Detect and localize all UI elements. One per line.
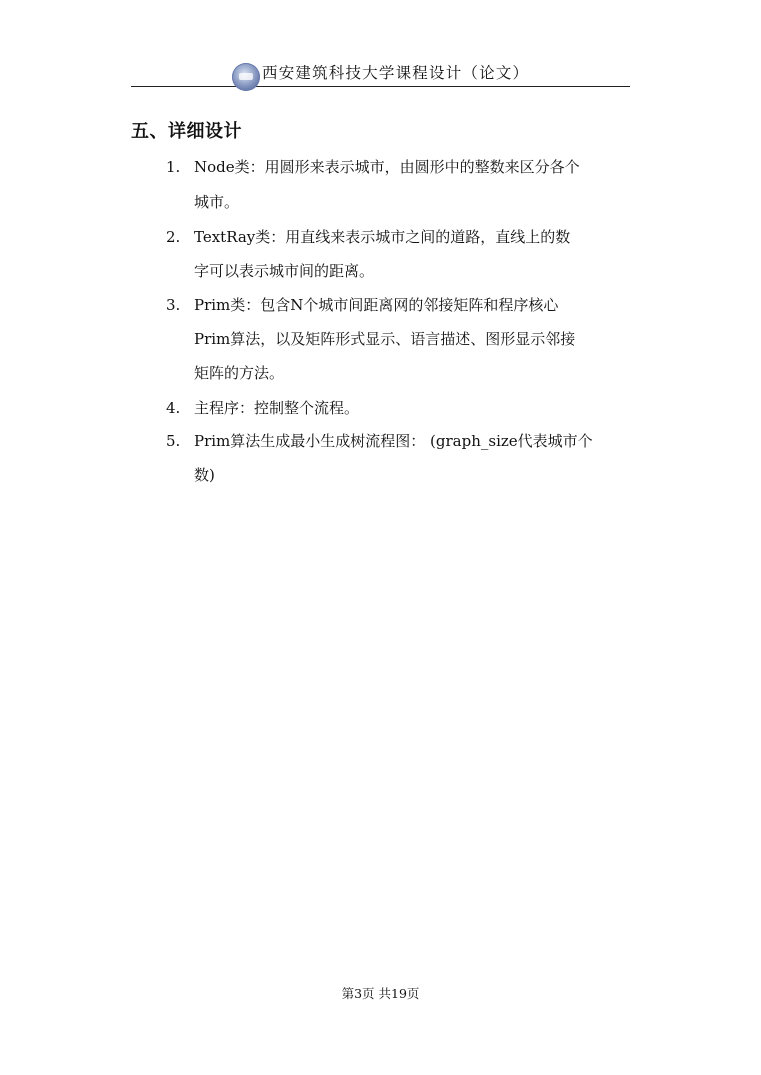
list-item-number: 4. <box>166 399 181 417</box>
list-item-number: 3. <box>166 296 181 314</box>
page-footer: 第3页 共19页 <box>341 986 420 1001</box>
list-item-5-continuation: 数) <box>194 466 215 484</box>
page-header <box>131 58 630 94</box>
list-item-5 <box>166 431 593 451</box>
section-title: 五、详细设计 <box>131 121 242 142</box>
university-logo-icon <box>232 63 260 91</box>
list-item-1-continuation: 城市。 <box>194 193 240 211</box>
logo-emblem <box>239 73 253 80</box>
list-item-1 <box>166 157 580 177</box>
list-item-2 <box>166 227 570 247</box>
list-item-text: TextRay类：用直线来表示城市之间的道路，直线上的数 <box>194 228 571 246</box>
list-item-text: Node类：用圆形来表示城市，由圆形中的整数来区分各个 <box>194 158 580 176</box>
list-item-number: 2. <box>166 228 181 246</box>
list-item-number: 1. <box>166 158 181 176</box>
list-item-4 <box>166 398 359 418</box>
list-item-3-continuation-2: 矩阵的方法。 <box>194 364 285 382</box>
list-item-text: Prim算法生成最小生成树流程图： (graph_size代表城市个 <box>194 432 593 450</box>
list-item-2-continuation: 字可以表示城市间的距离。 <box>194 262 375 280</box>
list-item-3-continuation: Prim算法，以及矩阵形式显示、语言描述、图形显示邻接 <box>194 330 576 348</box>
list-item-3 <box>166 295 558 315</box>
list-item-text: Prim类：包含N个城市间距离网的邻接矩阵和程序核心 <box>194 296 559 314</box>
header-rule <box>131 86 630 87</box>
list-item-text: 主程序：控制整个流程。 <box>194 399 360 417</box>
list-item-number: 5. <box>166 432 181 450</box>
header-title: 西安建筑科技大学课程设计（论文） <box>262 63 533 83</box>
